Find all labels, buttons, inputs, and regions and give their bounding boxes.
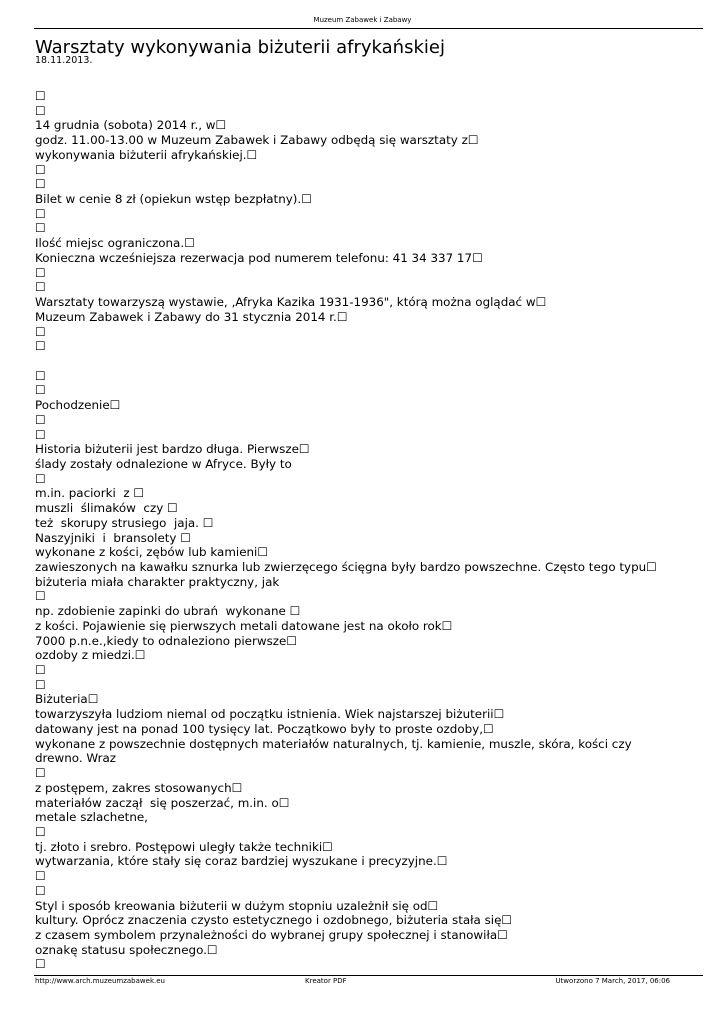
body-line: metale szlachetne, xyxy=(35,810,148,825)
header-divider xyxy=(34,28,703,29)
body-line: Bilet w cenie 8 zł (opiekun wstęp bezpłatny).☐ xyxy=(35,192,312,207)
body-line: Muzeum Zabawek i Zabawy do 31 stycznia 2014 r.☐ xyxy=(35,309,348,324)
body-line: z postępem, zakres stosowanych☐ xyxy=(35,780,243,795)
body-line: ☐ xyxy=(35,280,46,295)
body-line: ☐ xyxy=(35,177,46,192)
body-line: muszli ślimaków czy ☐ xyxy=(35,501,178,516)
body-line: ☐ xyxy=(35,265,46,280)
body-line: ☐ xyxy=(35,957,46,972)
body-line: Historia biżuterii jest bardzo długa. Pierwsze☐ xyxy=(35,442,310,457)
body-line: ☐ xyxy=(35,766,46,781)
body-line: ☐ xyxy=(35,89,46,103)
body-line: ☐ xyxy=(35,869,46,884)
body-line: ☐ xyxy=(35,677,46,692)
body-line: ślady zostały odnalezione w Afryce. Były to xyxy=(35,456,292,471)
body-line: ☐ xyxy=(35,383,46,398)
body-line: tj. złoto i srebro. Postępowi uległy także techniki☐ xyxy=(35,839,333,854)
footer-created-date: Utworzono 7 March, 2017, 06:06 xyxy=(555,977,670,985)
footer-creator: Kreator PDF xyxy=(305,977,347,985)
body-line: wytwarzania, które stały się coraz bardziej wyszukane i precyzyjne.☐ xyxy=(35,854,448,869)
page-footer xyxy=(35,977,670,987)
article-body xyxy=(35,89,705,972)
body-line: ☐ xyxy=(35,206,46,221)
header-site-name: Muzeum Zabawek i Zabawy xyxy=(313,16,412,24)
body-line: Pochodzenie☐ xyxy=(35,398,121,413)
body-line xyxy=(35,354,705,369)
body-line: ☐ xyxy=(35,368,46,383)
body-line: ☐ xyxy=(35,412,46,427)
footer-divider xyxy=(34,975,703,976)
body-line: ☐ xyxy=(35,471,46,486)
body-line: Biżuteria☐ xyxy=(35,692,99,707)
article-date: 18.11.2013. xyxy=(35,55,93,66)
body-line: też skorupy strusiego jaja. ☐ xyxy=(35,515,214,530)
body-line: ozdoby z miedzi.☐ xyxy=(35,648,146,663)
body-line: Ilość miejsc ograniczona.☐ xyxy=(35,236,195,251)
body-line: 7000 p.n.e.,kiedy to odnaleziono pierwsze☐ xyxy=(35,633,298,648)
body-line: ☐ xyxy=(35,824,46,839)
body-line: wykonywania biżuterii afrykańskiej.☐ xyxy=(35,147,258,162)
body-line: wykonane z powszechnie dostępnych materiałów naturalnych, tj. kamienie, muszle, skóra, kości czy xyxy=(35,736,632,751)
footer-url: http://www.arch.muzeumzabawek.eu xyxy=(35,977,165,985)
body-line: z czasem symbolem przynależności do wybranej grupy społecznej i stanowiła☐ xyxy=(35,927,508,942)
body-line: Naszyjniki i bransolety ☐ xyxy=(35,530,191,545)
body-line: ☐ xyxy=(35,324,46,339)
body-line: Konieczna wcześniejsza rezerwacja pod numerem telefonu: 41 34 337 17☐ xyxy=(35,250,483,265)
body-line: materiałów zaczął się poszerzać, m.in. o☐ xyxy=(35,795,290,810)
body-line: 14 grudnia (sobota) 2014 r., w☐ xyxy=(35,118,227,133)
body-line: oznakę statusu społecznego.☐ xyxy=(35,942,218,957)
body-line: wykonane z kości, zębów lub kamieni☐ xyxy=(35,545,269,560)
body-line: ☐ xyxy=(35,221,46,236)
body-line: kultury. Oprócz znaczenia czysto estetycznego i ozdobnego, biżuteria stała się☐ xyxy=(35,913,513,928)
article-title: Warsztaty wykonywania biżuterii afrykańskiej xyxy=(35,37,445,58)
body-line: towarzyszyła ludziom niemal od początku istnienia. Wiek najstarszej biżuterii☐ xyxy=(35,707,505,722)
body-line: np. zdobienie zapinki do ubrań wykonane ☐ xyxy=(35,604,301,619)
body-line: ☐ xyxy=(35,103,46,118)
body-line: m.in. paciorki z ☐ xyxy=(35,486,145,501)
body-line: zawieszonych na kawałku sznurka lub zwierzęcego ścięgna były bardzo powszechne. Często tego typu☐ xyxy=(35,560,657,574)
body-line: biżuteria miała charakter praktyczny, jak xyxy=(35,574,280,589)
body-line: ☐ xyxy=(35,589,46,604)
body-line: godz. 11.00-13.00 w Muzeum Zabawek i Zabawy odbędą się warsztaty z☐ xyxy=(35,133,479,148)
body-line: z kości. Pojawienie się pierwszych metali datowane jest na około rok☐ xyxy=(35,618,453,633)
page-header xyxy=(0,15,725,25)
body-line: drewno. Wraz xyxy=(35,751,117,766)
body-line: ☐ xyxy=(35,427,46,442)
body-line: Warsztaty towarzyszą wystawie, ‚Afryka Kazika 1931-1936", którą można oglądać w☐ xyxy=(35,295,547,310)
body-line: datowany jest na ponad 100 tysięcy lat. Początkowo były to proste ozdoby,☐ xyxy=(35,721,494,736)
body-line: ☐ xyxy=(35,663,46,678)
body-line: Styl i sposób kreowania biżuterii w dużym stopniu uzależnił się od☐ xyxy=(35,898,439,913)
body-line: ☐ xyxy=(35,162,46,177)
body-line: ☐ xyxy=(35,339,46,354)
body-line: ☐ xyxy=(35,883,46,898)
